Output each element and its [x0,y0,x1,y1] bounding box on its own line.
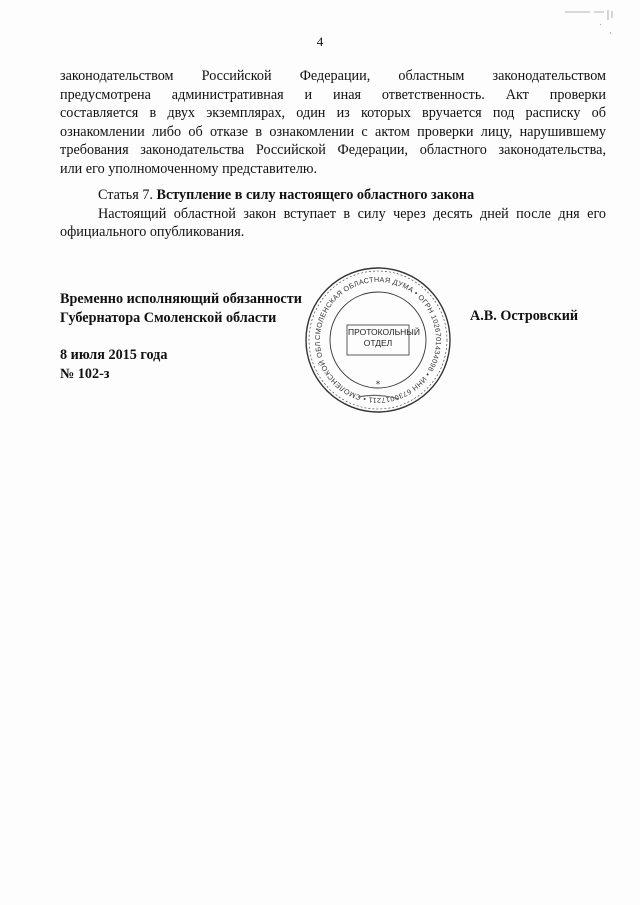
page-number: 4 [316,34,324,49]
article-7 [60,186,606,242]
law-number: № 102-з [60,365,110,382]
svg-text:*: * [375,380,381,390]
article-text-line: официального опубликования. [60,224,245,241]
signatory-name: А.В. Островский [470,308,579,324]
position-line: Временно исполняющий обязанности [60,291,302,307]
body-line: законодательством Российской Федерации, областным законодательством [60,68,606,84]
scan-marks-icon [560,6,620,46]
seal-center-line: ПРОТОКОЛЬНЫЙ [348,327,420,337]
article-prefix: Статья 7. [98,187,153,203]
seal-center-text [348,327,420,349]
article-text-line: Настоящий областной закон вступает в силу через десять дней после дня его [98,205,606,222]
official-seal [303,265,453,415]
seal-ring-text: СМОЛЕНСКАЯ ОБЛАСТНАЯ ДУМА • ОГРН 1026701434098 • ИНН 6730017211 • СМОЛЕНСКОЙ ОБЛ [312,274,444,406]
signatory-position [60,290,302,327]
article-heading [60,186,606,205]
body-line: предусмотрена административная и иная ответственность. Акт проверки [60,86,606,103]
position-line: Губернатора Смоленской области [60,309,277,326]
body-line: ознакомлении либо об отказе в ознакомлении с актом проверки лицу, нарушившему [60,123,606,140]
article-title: Вступление в силу настоящего областного закона [156,187,475,203]
body-paragraph [60,67,606,179]
body-line: составляется в двух экземплярах, один из которых вручается под расписку об [60,105,606,122]
body-line: или его уполномоченному представителю. [60,160,318,177]
law-date: 8 июля 2015 года [60,347,168,363]
body-line: требования законодательства Российской Федерации, областного законодательства, [60,142,606,159]
law-date-number [60,346,167,383]
seal-center-line: ОТДЕЛ [363,338,393,348]
